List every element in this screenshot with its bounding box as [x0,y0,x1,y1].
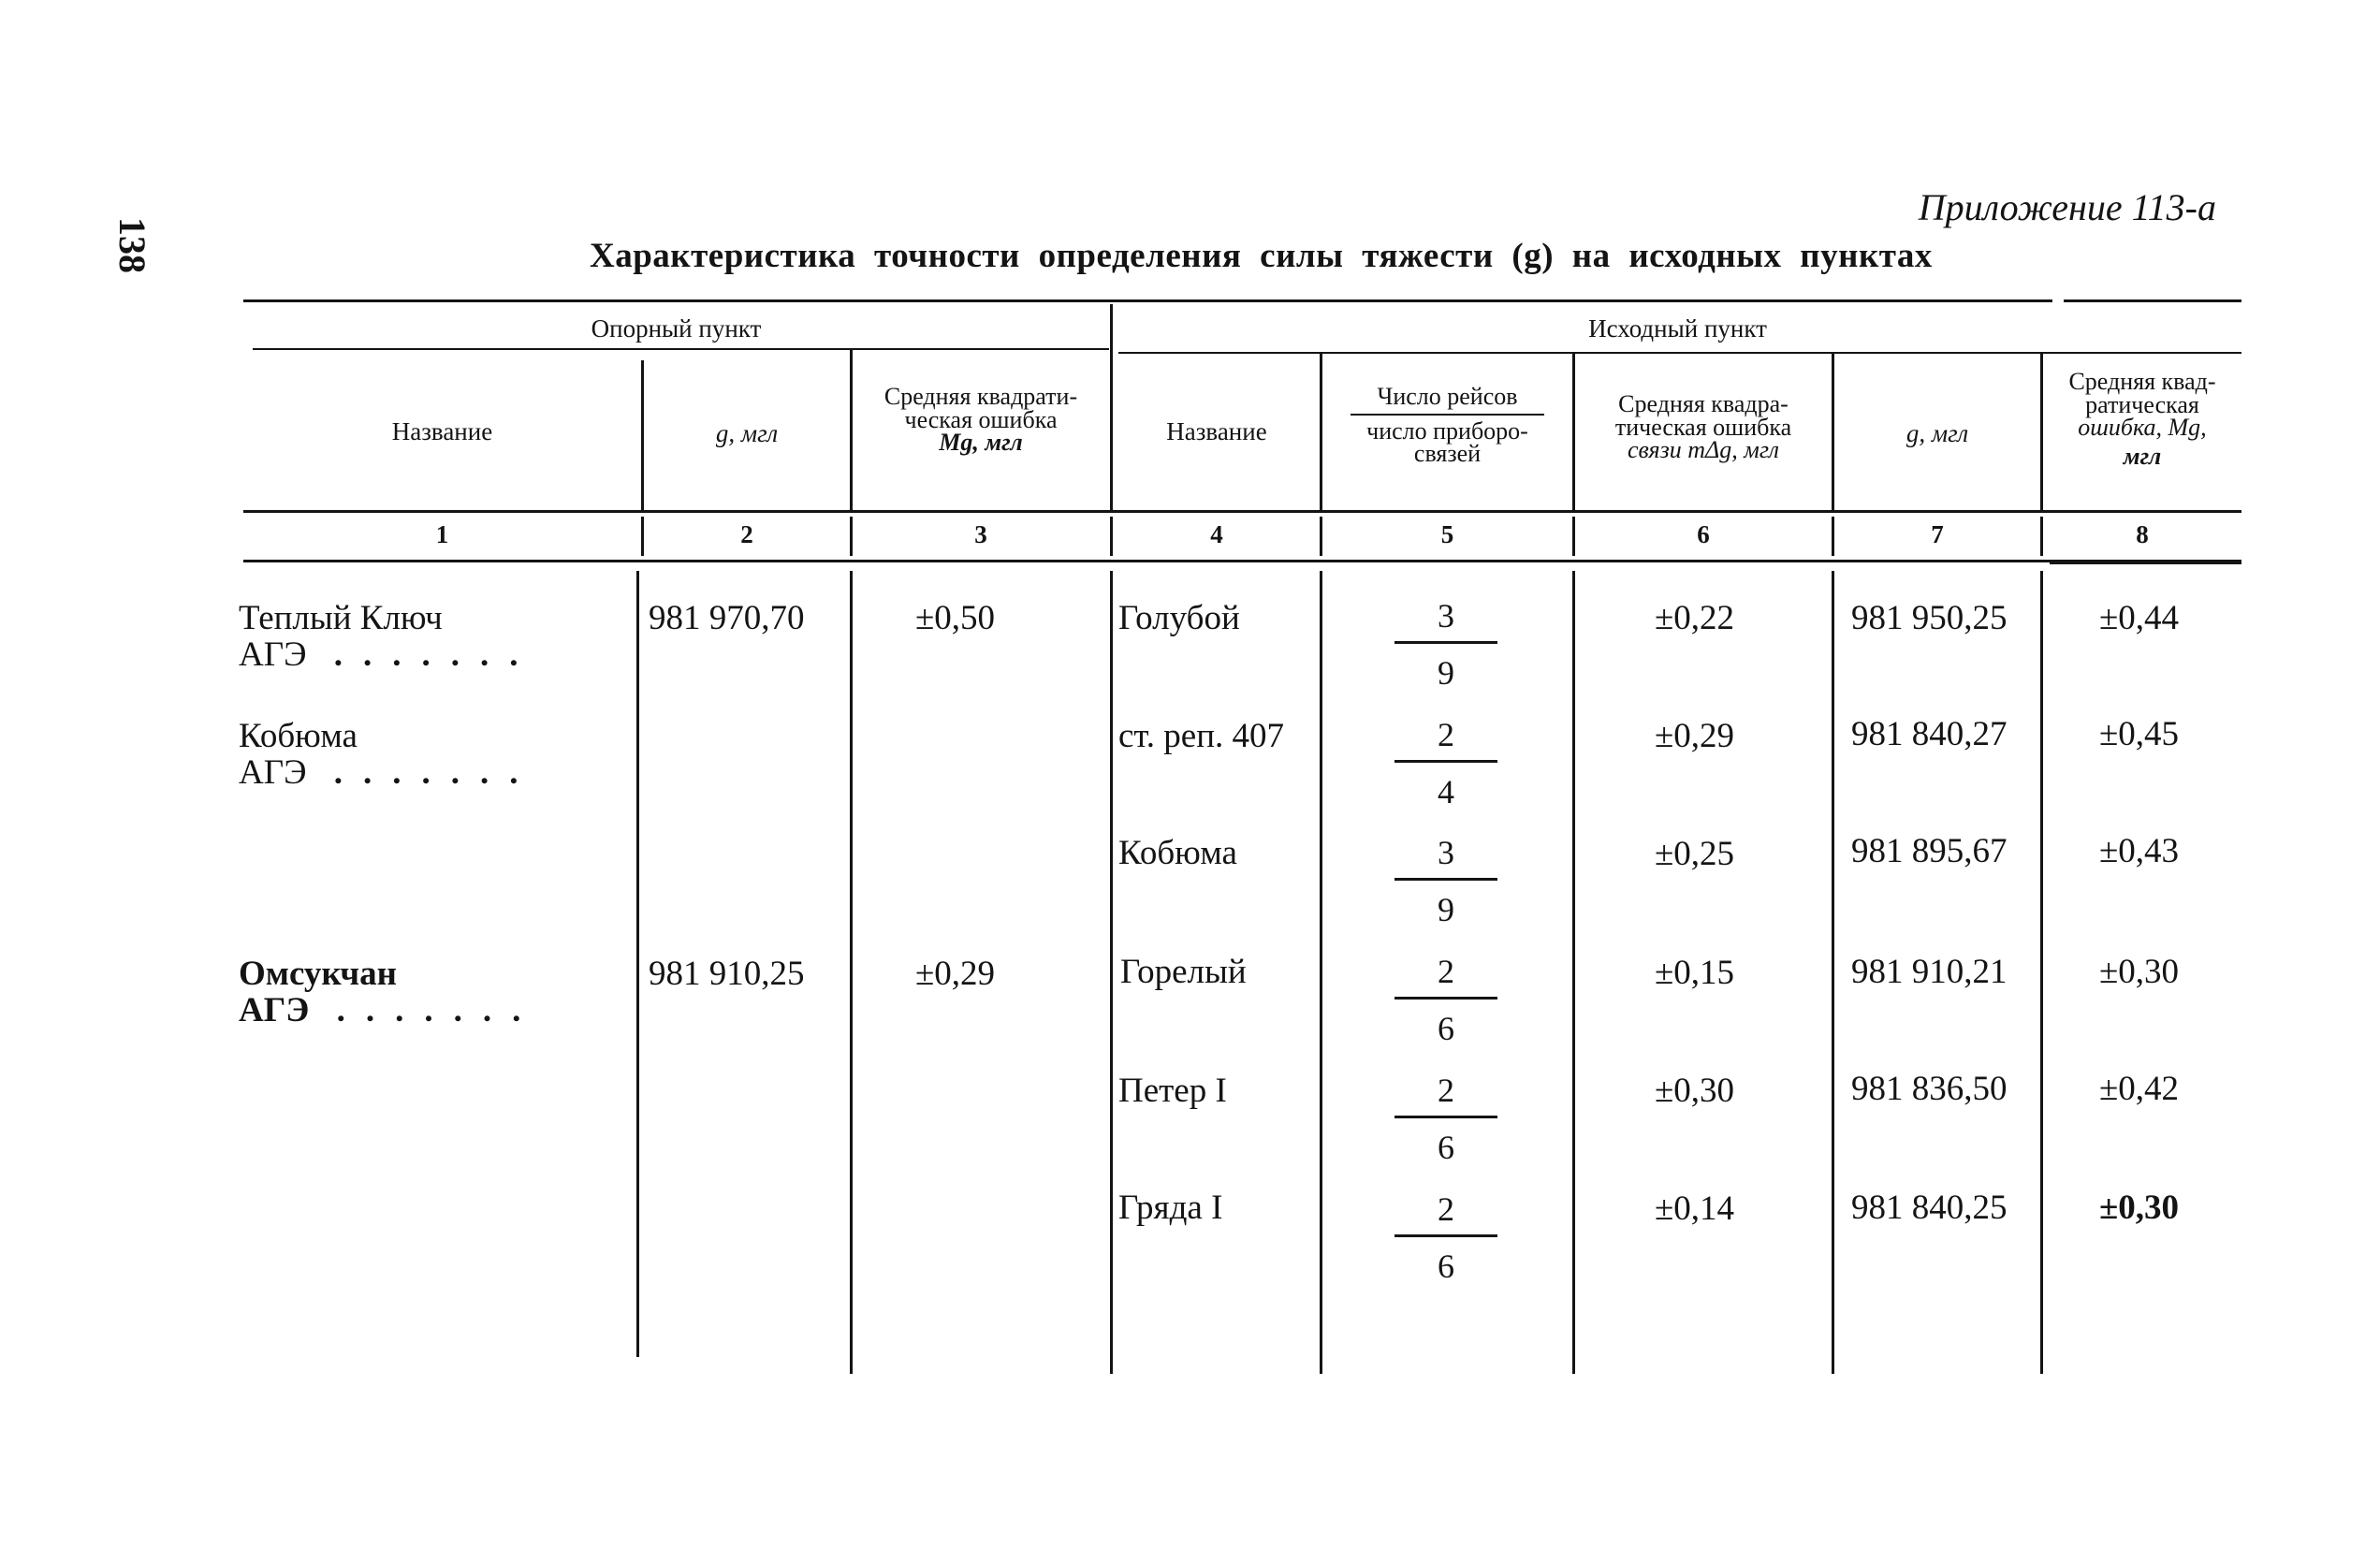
column-numbers-rule [243,560,2241,562]
reference-point-type: АГЭ [239,753,307,792]
column-number: 8 [2136,520,2149,548]
group-header-rule-right [1118,352,2241,354]
column-number: 5 [1440,520,1454,548]
source-point-name: ст. реп. 407 [1118,717,1285,755]
source-point-g: 981 895,67 [1851,832,2008,870]
reference-point-name-line2 [239,993,541,1028]
fraction-bar [1394,1116,1497,1118]
column-number: 1 [435,520,449,548]
link-error: ±0,15 [1655,954,1735,992]
fraction-bar [1394,1234,1497,1237]
reference-point-error: ±0,29 [915,955,996,993]
reference-point-name [239,956,541,1028]
source-point-name: Петер I [1118,1072,1227,1110]
fraction-bar [1394,878,1497,881]
connections-count: 9 [1438,654,1454,692]
trips-count: 2 [1438,716,1454,753]
appendix-label: Приложение 113-а [1918,186,2216,228]
reference-point-name-line1: Омсукчан [239,955,397,993]
body-divider [1572,571,1575,1374]
source-point-name: Голубой [1118,599,1240,637]
leader-dots: ....... [333,753,539,792]
trips-count: 2 [1438,953,1454,990]
source-point-error: ±0,45 [2099,715,2180,753]
header-col6-line2: тическая ошибка [1614,413,1792,441]
body-divider [1110,571,1113,1374]
reference-point-error: ±0,50 [915,599,996,637]
fraction-bar [1394,760,1497,763]
table-top-rule-right [2064,299,2241,302]
column-number: 7 [1931,520,1944,548]
header-col8-line1: Средняя квад- [2068,368,2216,395]
column-number: 3 [974,520,987,548]
trips-count: 2 [1438,1190,1454,1228]
reference-point-name-line2 [239,637,539,672]
header-col5-numerator: Число рейсов [1377,383,1518,410]
source-point-g: 981 950,25 [1851,599,2008,637]
header-col5-trips [1322,383,1572,468]
source-point-name: Кобюма [1118,834,1237,872]
column-numbers-rule-bold [2050,562,2241,564]
table-title: Характеристика точности определения силы тяжести (g) на исходных пунктах [590,237,1933,275]
connections-count: 6 [1438,1248,1454,1285]
source-point-name: Горелый [1120,953,1247,991]
source-point-g: 981 910,21 [1851,953,2008,991]
header-col3-line2: ческая ошибка [904,405,1058,433]
group-divider [1110,304,1113,510]
reference-point-name-line1: Кобюма [239,717,358,755]
fraction-bar [1394,641,1497,644]
body-divider [1832,571,1834,1374]
connections-count: 6 [1438,1129,1454,1166]
header-col8-line3: ошибка, Mg, [2078,414,2207,442]
column-number: 6 [1697,520,1710,548]
source-point-g: 981 840,25 [1851,1189,2008,1227]
group-header-source: Исходный пункт [1588,314,1767,343]
header-col6-line1: Средняя квадра- [1618,390,1789,417]
reference-point-g: 981 910,25 [649,955,805,993]
trips-fraction [1394,599,1497,690]
link-error: ±0,22 [1655,599,1735,637]
source-point-error: ±0,42 [2099,1070,2180,1108]
trips-fraction [1394,1192,1497,1283]
column-number: 2 [740,520,753,548]
link-error: ±0,25 [1655,835,1735,873]
reference-point-name-line2 [239,755,539,790]
connections-count: 9 [1438,891,1454,928]
trips-count: 2 [1438,1072,1454,1109]
reference-point-name [239,601,539,672]
header-col2-g: g, мгл [715,419,779,447]
header-col3-error [852,383,1110,457]
body-divider [2040,571,2043,1374]
source-point-error: ±0,43 [2099,832,2180,870]
column-number-divider [1110,517,1113,556]
source-point-name: Гряда I [1118,1189,1223,1227]
header-col3-line1: Средняя квадрати- [883,383,1078,410]
fraction-bar [1394,997,1497,1000]
link-error: ±0,14 [1655,1189,1735,1228]
header-col6-line3: связи mΔg, мгл [1628,436,1779,464]
leader-dots: ....... [336,991,542,1029]
reference-point-type: АГЭ [239,635,307,674]
source-point-g: 981 840,27 [1851,715,2008,753]
reference-point-type: АГЭ [239,991,310,1029]
group-header-reference: Опорный пункт [591,314,762,343]
header-col8-error [2043,368,2241,471]
header-col5-denominator-2: связей [1413,440,1482,468]
page-number: 138 [111,217,153,273]
body-divider [850,571,853,1374]
source-point-g: 981 836,50 [1851,1070,2008,1108]
source-point-error: ±0,30 [2099,1189,2180,1227]
header-col1-name: Название [391,417,493,445]
reference-point-name-line1: Теплый Ключ [239,599,443,637]
header-col4-name: Название [1166,417,1267,445]
trips-fraction [1394,718,1497,809]
source-point-error: ±0,30 [2099,953,2180,991]
table-top-rule [243,299,2052,302]
link-error: ±0,30 [1655,1072,1735,1110]
link-error: ±0,29 [1655,717,1735,755]
header-col8-line2: ратическая [2085,390,2199,418]
group-header-rule-left [253,348,1109,350]
trips-fraction [1394,1073,1497,1164]
trips-count: 3 [1438,597,1454,635]
leader-dots: ....... [333,635,539,674]
header-col6-link-error [1575,390,1832,464]
header-col5-denominator-1: число приборо- [1366,416,1528,445]
header-col8-line4: мгл [2123,443,2162,471]
header-bottom-rule [243,510,2241,513]
connections-count: 6 [1438,1010,1454,1047]
reference-point-name [239,719,539,790]
source-point-error: ±0,44 [2099,599,2180,637]
body-divider [636,571,639,1357]
header-col5-fraction-bar [1351,414,1544,416]
trips-fraction [1394,955,1497,1045]
connections-count: 4 [1438,773,1454,810]
header-col7-g: g, мгл [1905,419,1969,447]
reference-point-g: 981 970,70 [649,599,805,637]
trips-count: 3 [1438,834,1454,871]
body-divider [1320,571,1322,1374]
trips-fraction [1394,836,1497,927]
column-number: 4 [1210,520,1223,548]
header-col3-line3: Mg, мгл [939,429,1023,457]
